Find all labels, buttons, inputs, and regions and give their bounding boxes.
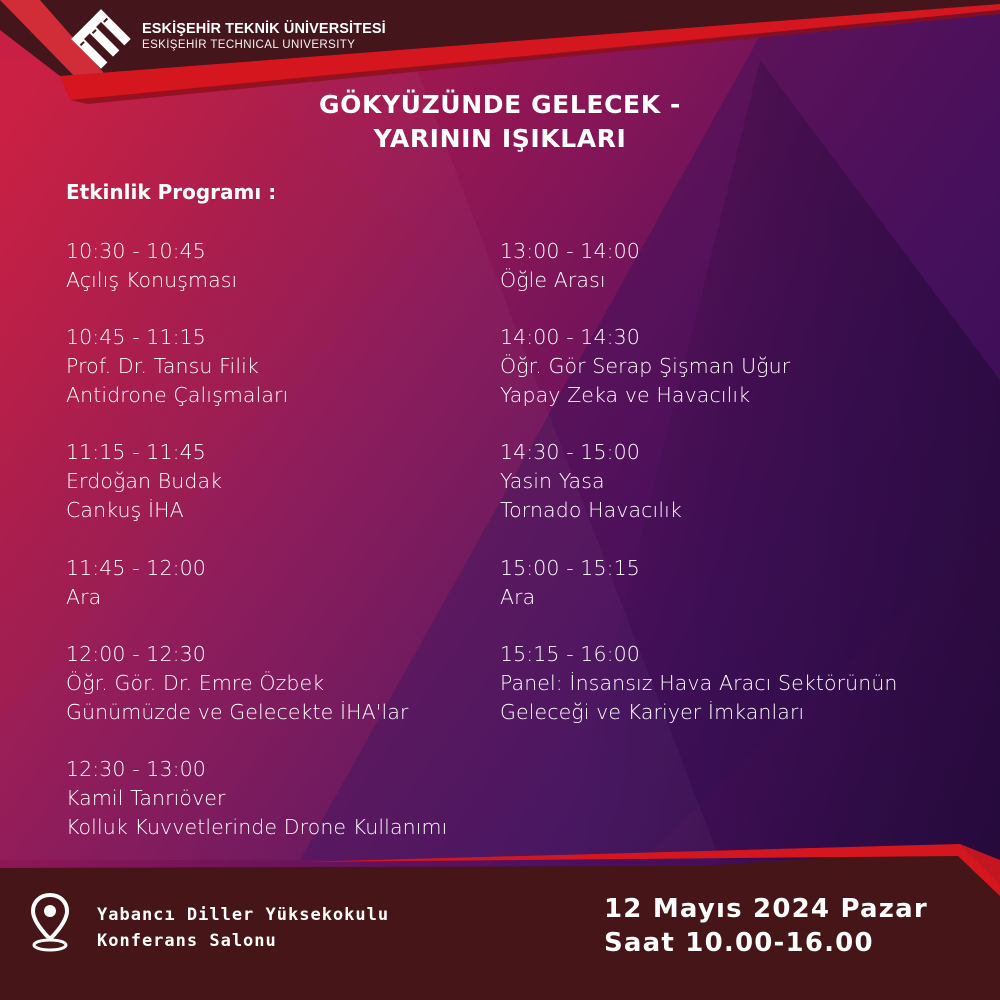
- location-pin-icon: [30, 893, 70, 953]
- schedule-text: Kamil Tanrıöver: [66, 786, 226, 810]
- schedule-text: Geleceği ve Kariyer İmkanları: [500, 700, 805, 724]
- schedule-item: [500, 438, 682, 525]
- schedule-text: Prof. Dr. Tansu Filik: [66, 354, 259, 378]
- event-datetime: [604, 892, 928, 960]
- schedule-item: [66, 323, 288, 410]
- schedule-item: [66, 640, 409, 727]
- schedule-text: Öğr. Gör Serap Şişman Uğur: [500, 354, 791, 378]
- schedule-time: 10:30 - 10:45: [66, 239, 206, 263]
- schedule-time: 11:15 - 11:45: [66, 440, 206, 464]
- university-name-english: ESKİŞEHİR TECHNICAL UNIVERSITY: [142, 39, 356, 51]
- schedule-text: Açılış Konuşması: [66, 268, 238, 292]
- schedule-item: [500, 323, 790, 410]
- schedule-text: Tornado Havacılık: [500, 498, 682, 522]
- schedule-time: 14:30 - 15:00: [500, 440, 640, 464]
- schedule-text: Ara: [500, 585, 536, 609]
- event-date: 12 Mayıs 2024 Pazar: [604, 894, 928, 924]
- schedule-item: [66, 237, 237, 295]
- schedule-item: [66, 755, 447, 842]
- schedule-item: [66, 554, 206, 612]
- schedule-time: 14:00 - 14:30: [500, 325, 640, 349]
- schedule-text: Günümüzde ve Gelecekte İHA'lar: [66, 700, 409, 724]
- schedule-text: Öğle Arası: [500, 268, 606, 292]
- schedule-time: 12:00 - 12:30: [66, 642, 206, 666]
- university-name: ESKİŞEHİR TEKNİK ÜNİVERSİTESİ: [142, 21, 386, 37]
- schedule-item: [66, 438, 222, 525]
- schedule-item: [500, 554, 640, 612]
- schedule-time: 12:30 - 13:00: [66, 757, 206, 781]
- schedule-text: Antidrone Çalışmaları: [66, 383, 289, 407]
- event-title-line-2: YARININ IŞIKLARI: [373, 124, 627, 153]
- schedule-time: 15:15 - 16:00: [500, 642, 640, 666]
- schedule-text: Erdoğan Budak: [66, 469, 223, 493]
- schedule-item: [500, 640, 898, 727]
- venue-line-2: Konferans Salonu: [97, 931, 277, 951]
- schedule-text: Ara: [66, 585, 102, 609]
- program-heading: Etkinlik Programı :: [66, 180, 277, 204]
- university-logo-icon: [68, 6, 134, 72]
- schedule-text: Kolluk Kuvvetlerinde Drone Kullanımı: [66, 815, 448, 839]
- schedule-time: 15:00 - 15:15: [500, 556, 640, 580]
- schedule-time: 13:00 - 14:00: [500, 239, 640, 263]
- venue-line-1: Yabancı Diller Yüksekokulu: [97, 905, 390, 925]
- venue: [97, 902, 389, 954]
- schedule-time: 10:45 - 11:15: [66, 325, 206, 349]
- schedule-text: Yapay Zeka ve Havacılık: [500, 383, 751, 407]
- schedule-text: Yasin Yasa: [500, 469, 605, 493]
- event-title-line-1: GÖKYÜZÜNDE GELECEK -: [319, 90, 681, 119]
- schedule-text: Cankuş İHA: [66, 498, 184, 522]
- schedule-text: Öğr. Gör. Dr. Emre Özbek: [66, 671, 325, 695]
- event-time: Saat 10.00-16.00: [604, 928, 874, 958]
- schedule-time: 11:45 - 12:00: [66, 556, 206, 580]
- schedule-text: Panel: İnsansız Hava Aracı Sektörünün: [500, 671, 898, 695]
- schedule-item: [500, 237, 640, 295]
